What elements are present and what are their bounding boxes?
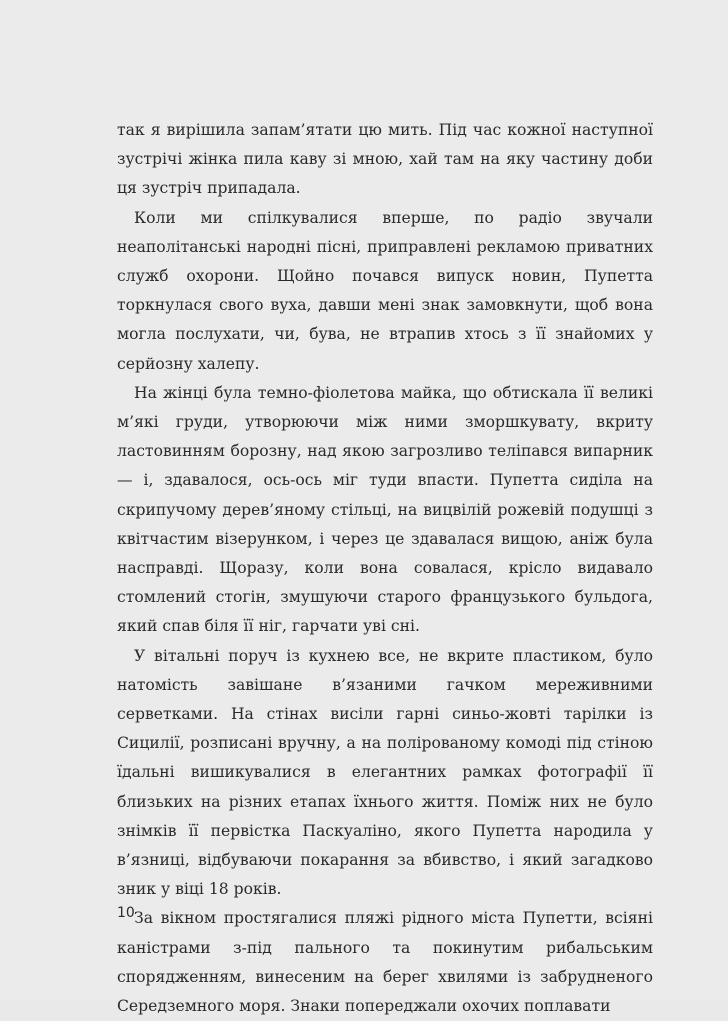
paragraph-1: так я вирішила запам’ятати цю мить. Під час кожної наступної зустрічі жінка пила каву зі мною, хай там на яку частину доби ця зустріч припадала. bbox=[117, 121, 653, 198]
page-number: 10 bbox=[117, 905, 135, 921]
paragraph-2: Коли ми спілкувалися вперше, по радіо звучали неаполітанські народні пісні, приправлені рекламою приватних служб охорони. Щойно почався випуск новин, Пупетта торкнулася свого вуха, давши мені знак замовкнути, щоб вона могла послухати, чи, бува, не втрапив хтось з її знайомих у серйозну халепу. bbox=[117, 208, 653, 373]
paragraph-4: У вітальні поруч із кухнею все, не вкрите пластиком, було натомість завішане в’язаними гачком мереживними серветками. На стінах висіли гарні синьо-жовті тарілки із Сицилії, розписані вручну, а на полірованому комоді під стіною їдальні вишикувалися в елегантних рамках фотографії її близьких на різних етапах їхнього життя. Поміж них не було знімків її первістка Паскуаліно, якого Пупетта народила у в’язниці, відбуваючи покарання за вбивство, і який загадково зник у віці 18 років. bbox=[117, 646, 653, 899]
body-text bbox=[117, 116, 653, 1021]
paragraph-5: За вікном простягалися пляжі рідного міста Пупетти, всіяні каністрами з-під пального та покинутим рибальським спорядженням, винесеним на берег хвилями із забрудненого Середземного моря. Знаки попереджали охочих поплавати bbox=[117, 909, 653, 1016]
paragraph-3: На жінці була темно-фіолетова майка, що обтискала її великі м’які груди, утворюючи між ними зморшкувату, вкриту ластовинням борозну, над якою загрозливо теліпався випарник — і, здавалося, ось-ось міг туди впасти. Пупетта сиділа на скрипучому дерев’яному стільці, на вицвілій рожевій подушці з квітчастим візерунком, і через це здавалася вищою, аніж була насправді. Щоразу, коли вона совалася, крісло видавало стомлений стогін, змушуючи старого французького бульдога, який спав біля її ніг, гарчати уві сні. bbox=[117, 383, 653, 636]
